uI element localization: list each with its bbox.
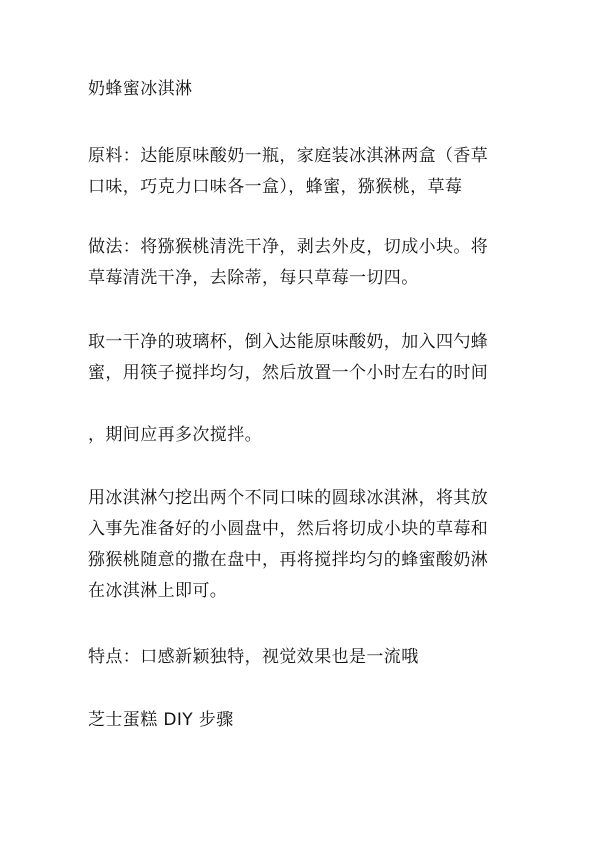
step2-line-3: 猕猴桃随意的撒在盘中，再将搅拌均匀的蜂蜜酸奶淋: [88, 550, 489, 570]
step1-line-1: 取一干净的玻璃杯，倒入达能原味酸奶，加入四勺蜂: [88, 332, 489, 352]
step2-line-2: 入事先准备好的小圆盘中，然后将切成小块的草莓和: [88, 519, 489, 539]
step1-line-2: 蜜，用筷子搅拌均匀，然后放置一个小时左右的时间: [88, 363, 489, 383]
step2-line-1: 用冰淇淋勺挖出两个不同口味的圆球冰淇淋，将其放: [88, 488, 489, 508]
next-recipe-title: 芝士蛋糕 DIY 步骤: [88, 710, 234, 730]
feature-line: 特点：口感新颖独特，视觉效果也是一流哦: [88, 647, 419, 667]
ingredients-line-2: 口味，巧克力口味各一盒），蜂蜜，猕猴桃，草莓: [88, 177, 463, 197]
step2-line-4: 在冰淇淋上即可。: [88, 581, 228, 601]
method-line-2: 草莓清洗干净，去除蒂，每只草莓一切四。: [88, 268, 419, 288]
ingredients-line-1: 原料：达能原味酸奶一瓶，家庭装冰淇淋两盒（香草: [88, 146, 489, 166]
recipe-title: 奶蜂蜜冰淇淋: [88, 79, 193, 99]
method-line-1: 做法：将猕猴桃清洗干净，剥去外皮，切成小块。将: [88, 237, 489, 257]
step1-continued: ，期间应再多次搅拌。: [88, 425, 262, 445]
